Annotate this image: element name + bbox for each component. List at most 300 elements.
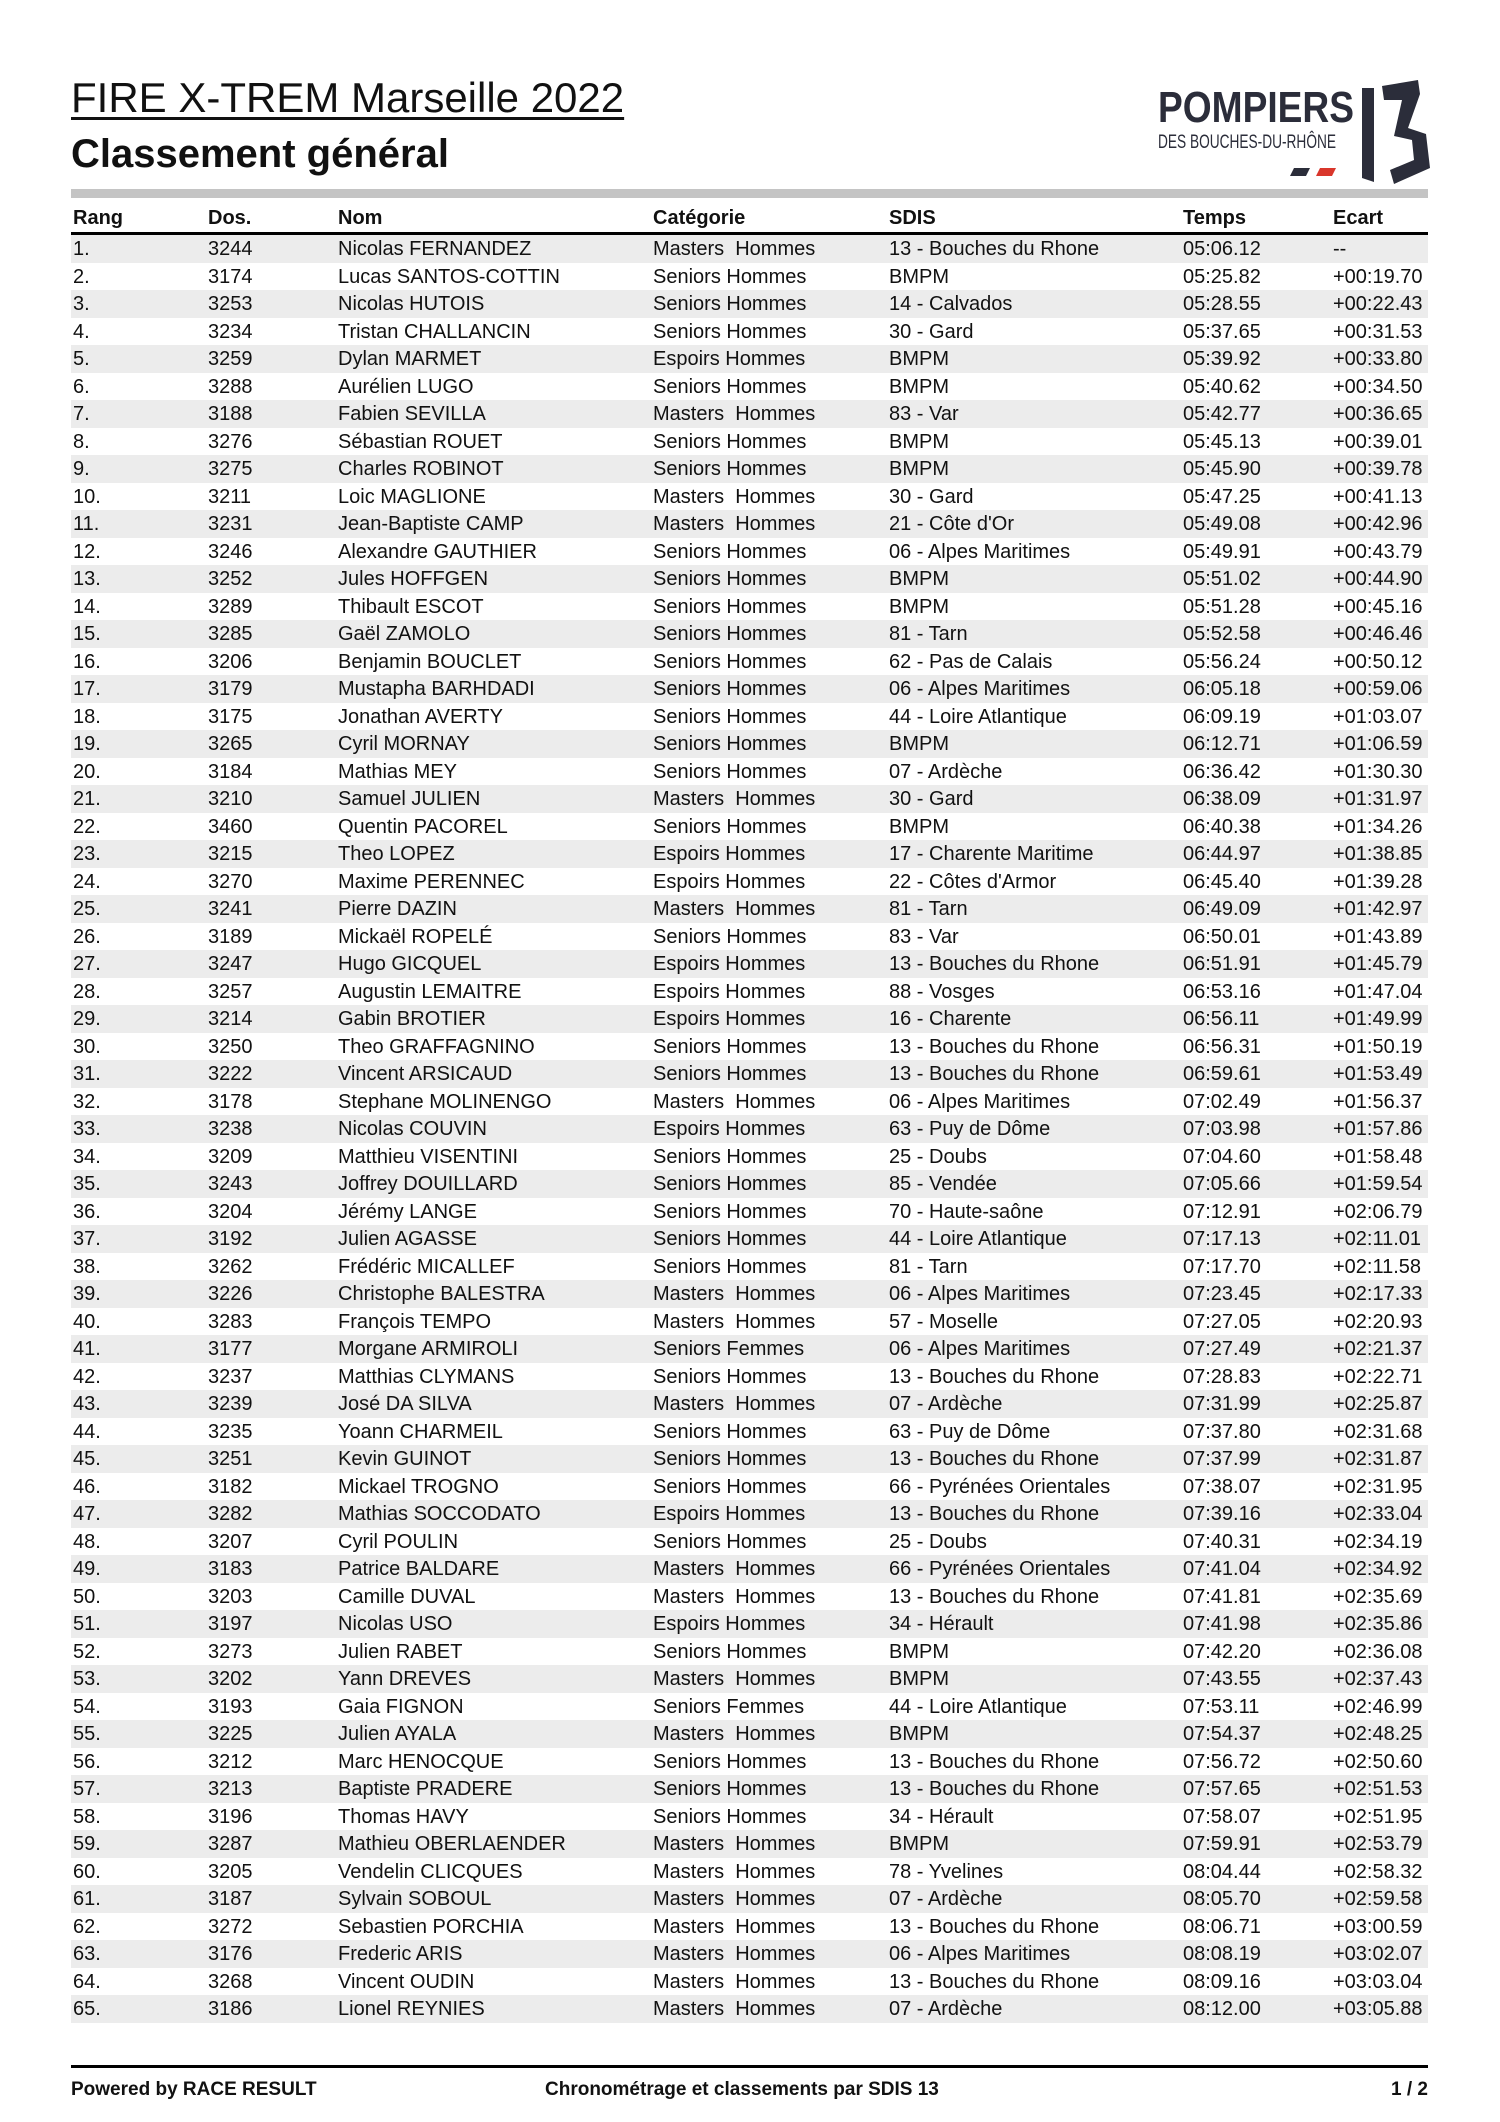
cell-gap: +00:44.90 [1333, 568, 1423, 590]
cell-name: Quentin PACOREL [338, 815, 508, 838]
cell-category: Seniors Hommes [653, 1640, 807, 1663]
page-number: 1 / 2 [1391, 2079, 1428, 2100]
table-row[interactable] [71, 675, 1428, 703]
cell-gap: +00:39.01 [1333, 430, 1423, 453]
cell-name: Theo LOPEZ [338, 843, 455, 865]
cell-sdis: 06 - Alpes Maritimes [889, 1283, 1071, 1305]
cell-time: 07:40.31 [1183, 1530, 1261, 1553]
cell-bib: 3203 [208, 1585, 253, 1608]
cell-bib: 3251 [208, 1448, 253, 1470]
cell-rank: 52. [73, 1640, 101, 1663]
cell-category: Masters Hommes [653, 1915, 816, 1938]
table-row[interactable] [71, 1225, 1428, 1253]
cell-rank: 23. [73, 843, 101, 865]
cell-name: Frédéric MICALLEF [338, 1255, 515, 1278]
cell-time: 07:27.49 [1183, 1338, 1261, 1360]
table-row[interactable] [71, 785, 1428, 813]
cell-sdis: 13 - Bouches du Rhone [889, 1503, 1100, 1525]
table-row[interactable] [71, 1170, 1428, 1198]
cell-sdis: 22 - Côtes d'Armor [889, 870, 1057, 893]
cell-category: Seniors Hommes [653, 375, 807, 398]
cell-bib: 3186 [208, 1998, 253, 2020]
table-row[interactable] [71, 1253, 1428, 1281]
table-row[interactable] [71, 813, 1428, 841]
cell-rank: 21. [73, 788, 101, 810]
cell-gap: +00:31.53 [1333, 320, 1423, 343]
cell-gap: +02:58.32 [1333, 1860, 1423, 1883]
table-row[interactable] [71, 923, 1428, 951]
cell-rank: 64. [73, 1970, 101, 1993]
cell-rank: 30. [73, 1035, 101, 1058]
cell-bib: 3215 [208, 843, 253, 865]
table-row[interactable] [71, 1308, 1428, 1336]
cell-rank: 41. [73, 1338, 101, 1360]
table-row[interactable] [71, 1583, 1428, 1611]
logo-icon [1150, 78, 1440, 188]
table-row[interactable] [71, 1693, 1428, 1721]
cell-sdis: 13 - Bouches du Rhone [889, 953, 1100, 975]
cell-bib: 3205 [208, 1860, 253, 1883]
cell-gap: +00:34.50 [1333, 375, 1423, 398]
cell-name: François TEMPO [338, 1310, 491, 1333]
cell-rank: 38. [73, 1255, 101, 1278]
column-header-ecart[interactable]: Ecart [1333, 207, 1384, 229]
svg-text:DES BOUCHES-DU-RHÔNE: DES BOUCHES-DU-RHÔNE [1158, 132, 1406, 153]
cell-time: 07:05.66 [1183, 1173, 1261, 1195]
table-row[interactable] [71, 868, 1428, 896]
cell-gap: +01:30.30 [1333, 760, 1423, 783]
cell-gap: +02:51.95 [1333, 1805, 1423, 1828]
cell-bib: 3237 [208, 1365, 253, 1388]
cell-gap: +02:21.37 [1333, 1338, 1423, 1360]
cell-bib: 3235 [208, 1420, 253, 1443]
cell-category: Masters Hommes [653, 238, 816, 260]
cell-sdis: 25 - Doubs [889, 1145, 987, 1168]
cell-category: Seniors Hommes [653, 1255, 807, 1278]
cell-category: Espoirs Hommes [653, 348, 806, 370]
table-row[interactable] [71, 1005, 1428, 1033]
cell-category: Seniors Hommes [653, 1778, 807, 1800]
table-row[interactable] [71, 703, 1428, 731]
table-row[interactable] [71, 1665, 1428, 1693]
cell-rank: 4. [73, 320, 90, 343]
cell-gap: +02:34.92 [1333, 1558, 1423, 1580]
cell-bib: 3272 [208, 1915, 253, 1938]
cell-bib: 3270 [208, 870, 253, 893]
cell-gap: +00:41.13 [1333, 485, 1423, 508]
cell-category: Masters Hommes [653, 1668, 816, 1690]
cell-gap: +01:59.54 [1333, 1173, 1423, 1195]
cell-sdis: 16 - Charente [889, 1008, 1012, 1030]
cell-sdis: BMPM [889, 348, 949, 370]
cell-time: 06:36.42 [1183, 760, 1261, 783]
table-row[interactable] [71, 263, 1428, 291]
table-row[interactable] [71, 428, 1428, 456]
cell-category: Masters Hommes [653, 1310, 816, 1333]
cell-sdis: BMPM [889, 458, 949, 480]
cell-time: 05:45.90 [1183, 458, 1261, 480]
cell-sdis: 13 - Bouches du Rhone [889, 1035, 1100, 1058]
cell-gap: +02:59.58 [1333, 1888, 1423, 1910]
cell-gap: +01:53.49 [1333, 1063, 1423, 1085]
table-row[interactable] [71, 1803, 1428, 1831]
cell-name: Mickael TROGNO [338, 1475, 499, 1498]
cell-category: Seniors Femmes [653, 1338, 805, 1360]
cell-name: Morgane ARMIROLI [338, 1338, 519, 1360]
cell-time: 05:25.82 [1183, 265, 1261, 288]
cell-category: Masters Hommes [653, 1558, 816, 1580]
cell-time: 06:49.09 [1183, 898, 1261, 920]
table-row[interactable] [71, 510, 1428, 538]
cell-sdis: 13 - Bouches du Rhone [889, 1778, 1100, 1800]
cell-name: Julien AYALA [338, 1723, 457, 1745]
cell-name: Maxime PERENNEC [338, 870, 525, 893]
cell-sdis: 63 - Puy de Dôme [889, 1118, 1051, 1140]
cell-category: Masters Hommes [653, 513, 816, 535]
cell-rank: 48. [73, 1530, 101, 1553]
cell-rank: 27. [73, 953, 101, 975]
cell-bib: 3283 [208, 1310, 253, 1333]
cell-time: 05:42.77 [1183, 403, 1261, 425]
cell-time: 07:41.98 [1183, 1613, 1261, 1635]
cell-time: 05:40.62 [1183, 375, 1261, 398]
cell-sdis: 13 - Bouches du Rhone [889, 1448, 1100, 1470]
footer-powered-by: Powered by RACE RESULT [71, 2079, 317, 2100]
table-row[interactable] [71, 1280, 1428, 1308]
cell-category: Masters Hommes [653, 788, 816, 810]
cell-name: Yoann CHARMEIL [338, 1420, 503, 1443]
cell-name: Mustapha BARHDADI [338, 678, 535, 700]
table-row[interactable] [71, 1995, 1428, 2023]
cell-name: Nicolas COUVIN [338, 1118, 487, 1140]
cell-name: Aurélien LUGO [338, 375, 474, 398]
column-header-rang[interactable]: Rang [73, 207, 123, 229]
table-row[interactable] [71, 648, 1428, 676]
cell-time: 07:41.04 [1183, 1558, 1261, 1580]
column-header-dos[interactable]: Dos. [208, 207, 252, 229]
cell-sdis: BMPM [889, 430, 949, 453]
cell-rank: 55. [73, 1723, 101, 1745]
cell-rank: 3. [73, 293, 90, 315]
cell-sdis: 06 - Alpes Maritimes [889, 540, 1071, 563]
cell-name: Vincent ARSICAUD [338, 1063, 513, 1085]
cell-gap: +02:11.58 [1333, 1255, 1422, 1278]
column-header-nom[interactable]: Nom [338, 207, 383, 229]
table-row[interactable] [71, 1335, 1428, 1363]
cell-time: 08:06.71 [1183, 1915, 1261, 1938]
event-title: FIRE X-TREM Marseille 2022 [71, 74, 625, 121]
cell-gap: +01:56.37 [1333, 1090, 1423, 1113]
cell-name: Alexandre GAUTHIER [338, 540, 537, 563]
cell-sdis: 66 - Pyrénées Orientales [889, 1475, 1111, 1498]
cell-gap: +00:43.79 [1333, 540, 1423, 563]
cell-time: 06:12.71 [1183, 733, 1261, 755]
table-row[interactable] [71, 1115, 1428, 1143]
cell-time: 05:47.25 [1183, 485, 1261, 508]
cell-category: Seniors Hommes [653, 623, 807, 645]
cell-sdis: BMPM [889, 1723, 949, 1745]
cell-gap: +02:33.04 [1333, 1503, 1423, 1525]
cell-time: 05:37.65 [1183, 320, 1261, 343]
cell-category: Seniors Hommes [653, 678, 807, 700]
cell-rank: 1. [73, 238, 90, 260]
cell-gap: +02:35.69 [1333, 1585, 1423, 1608]
cell-sdis: 13 - Bouches du Rhone [889, 1750, 1100, 1773]
cell-name: Nicolas USO [338, 1613, 453, 1635]
column-header-temps[interactable]: Temps [1183, 207, 1246, 229]
cell-name: Julien AGASSE [338, 1228, 477, 1250]
cell-category: Masters Hommes [653, 485, 816, 508]
table-row[interactable] [71, 1060, 1428, 1088]
table-row[interactable] [71, 455, 1428, 483]
cell-time: 06:40.38 [1183, 815, 1261, 838]
cell-sdis: 13 - Bouches du Rhone [889, 1915, 1100, 1938]
cell-bib: 3182 [208, 1475, 253, 1498]
cell-rank: 63. [73, 1943, 101, 1965]
cell-name: Stephane MOLINENGO [338, 1090, 552, 1113]
cell-name: Benjamin BOUCLET [338, 650, 522, 673]
cell-sdis: 13 - Bouches du Rhone [889, 1970, 1100, 1993]
cell-name: Christophe BALESTRA [338, 1283, 545, 1305]
table-row[interactable] [71, 538, 1428, 566]
cell-bib: 3231 [208, 513, 253, 535]
cell-name: Hugo GICQUEL [338, 953, 482, 975]
cell-name: Sébastian ROUET [338, 430, 503, 453]
cell-gap: +02:48.25 [1333, 1723, 1423, 1745]
table-row[interactable] [71, 1528, 1428, 1556]
cell-sdis: 07 - Ardèche [889, 1998, 1003, 2020]
cell-time: 07:12.91 [1183, 1200, 1261, 1223]
cell-name: Thibault ESCOT [338, 595, 484, 618]
cell-sdis: BMPM [889, 568, 949, 590]
cell-name: Frederic ARIS [338, 1943, 463, 1965]
table-row[interactable] [71, 1885, 1428, 1913]
table-row[interactable] [71, 1033, 1428, 1061]
table-row[interactable] [71, 1445, 1428, 1473]
cell-bib: 3179 [208, 678, 253, 700]
table-row[interactable] [71, 1638, 1428, 1666]
cell-name: Augustin LEMAITRE [338, 980, 522, 1003]
cell-bib: 3244 [208, 238, 253, 260]
cell-category: Seniors Hommes [653, 568, 807, 590]
cell-category: Masters Hommes [653, 1970, 816, 1993]
table-row[interactable] [71, 345, 1428, 373]
table-row[interactable] [71, 1968, 1428, 1996]
cell-gap: -- [1333, 238, 1347, 260]
cell-time: 07:39.16 [1183, 1503, 1261, 1525]
table-row[interactable] [71, 318, 1428, 346]
cell-bib: 3241 [208, 898, 253, 920]
cell-name: Fabien SEVILLA [338, 403, 486, 425]
table-row[interactable] [71, 1418, 1428, 1446]
cell-gap: +03:02.07 [1333, 1943, 1423, 1965]
cell-gap: +02:31.68 [1333, 1420, 1423, 1443]
table-row[interactable] [71, 1720, 1428, 1748]
table-row[interactable] [71, 400, 1428, 428]
cell-time: 07:43.55 [1183, 1668, 1261, 1690]
cell-category: Seniors Hommes [653, 1420, 807, 1443]
cell-sdis: 78 - Yvelines [889, 1860, 1004, 1883]
cell-time: 05:28.55 [1183, 293, 1261, 315]
table-row[interactable] [71, 593, 1428, 621]
cell-rank: 14. [73, 595, 101, 618]
table-row[interactable] [71, 978, 1428, 1006]
table-row[interactable] [71, 1830, 1428, 1858]
cell-sdis: 44 - Loire Atlantique [889, 1228, 1067, 1250]
cell-name: Lionel REYNIES [338, 1998, 485, 2020]
cell-rank: 11. [73, 513, 100, 535]
table-row[interactable] [71, 235, 1428, 263]
table-row[interactable] [71, 1363, 1428, 1391]
cell-bib: 3285 [208, 623, 253, 645]
cell-gap: +01:58.48 [1333, 1145, 1423, 1168]
cell-time: 07:04.60 [1183, 1145, 1261, 1168]
cell-gap: +02:53.79 [1333, 1833, 1423, 1855]
page-title: Classement général [71, 132, 449, 176]
cell-sdis: 62 - Pas de Calais [889, 650, 1053, 673]
cell-category: Espoirs Hommes [653, 980, 806, 1003]
cell-name: Jérémy LANGE [338, 1200, 477, 1223]
cell-bib: 3210 [208, 788, 253, 810]
table-row[interactable] [71, 1390, 1428, 1418]
cell-bib: 3183 [208, 1558, 253, 1580]
cell-time: 07:03.98 [1183, 1118, 1261, 1140]
table-row[interactable] [71, 1088, 1428, 1116]
cell-name: Sylvain SOBOUL [338, 1888, 492, 1910]
cell-category: Espoirs Hommes [653, 843, 806, 865]
cell-name: Charles ROBINOT [338, 458, 504, 480]
cell-gap: +01:34.26 [1333, 815, 1423, 838]
cell-bib: 3209 [208, 1145, 253, 1168]
cell-bib: 3262 [208, 1255, 253, 1278]
cell-category: Masters Hommes [653, 403, 816, 425]
table-row[interactable] [71, 758, 1428, 786]
cell-rank: 6. [73, 375, 90, 398]
table-row[interactable] [71, 1500, 1428, 1528]
cell-bib: 3282 [208, 1503, 253, 1525]
cell-rank: 62. [73, 1915, 101, 1938]
table-row[interactable] [71, 290, 1428, 318]
cell-gap: +02:22.71 [1333, 1365, 1423, 1388]
table-row[interactable] [71, 840, 1428, 868]
cell-gap: +00:39.78 [1333, 458, 1423, 480]
cell-bib: 3213 [208, 1778, 253, 1800]
cell-name: Gaël ZAMOLO [338, 623, 471, 645]
cell-name: Matthias CLYMANS [338, 1365, 515, 1388]
cell-sdis: 06 - Alpes Maritimes [889, 1338, 1071, 1360]
table-row[interactable] [71, 1775, 1428, 1803]
cell-time: 05:06.12 [1183, 238, 1261, 260]
cell-sdis: 34 - Hérault [889, 1613, 994, 1635]
table-row[interactable] [71, 1473, 1428, 1501]
column-header-categorie[interactable]: Catégorie [653, 207, 746, 229]
cell-category: Masters Hommes [653, 1393, 816, 1415]
cell-category: Masters Hommes [653, 1888, 816, 1910]
cell-bib: 3259 [208, 348, 253, 370]
table-row[interactable] [71, 373, 1428, 401]
table-row[interactable] [71, 895, 1428, 923]
table-row[interactable] [71, 1748, 1428, 1776]
table-row[interactable] [71, 950, 1428, 978]
table-row[interactable] [71, 620, 1428, 648]
cell-time: 05:56.24 [1183, 650, 1261, 673]
cell-gap: +02:46.99 [1333, 1695, 1423, 1718]
cell-rank: 46. [73, 1475, 101, 1498]
cell-rank: 43. [73, 1393, 101, 1415]
cell-time: 08:08.19 [1183, 1943, 1261, 1965]
table-row[interactable] [71, 1913, 1428, 1941]
table-row[interactable] [71, 565, 1428, 593]
cell-category: Seniors Hommes [653, 1200, 807, 1223]
cell-name: Camille DUVAL [338, 1585, 476, 1608]
cell-category: Seniors Hommes [653, 1063, 807, 1085]
table-row[interactable] [71, 730, 1428, 758]
cell-rank: 56. [73, 1750, 101, 1773]
cell-rank: 35. [73, 1173, 101, 1195]
cell-name: Jules HOFFGEN [338, 568, 489, 590]
cell-time: 06:51.91 [1183, 953, 1261, 975]
cell-time: 07:38.07 [1183, 1475, 1261, 1498]
cell-sdis: 07 - Ardèche [889, 1888, 1003, 1910]
cell-sdis: 06 - Alpes Maritimes [889, 1943, 1071, 1965]
cell-bib: 3234 [208, 320, 253, 343]
cell-time: 05:49.91 [1183, 540, 1261, 563]
cell-sdis: 13 - Bouches du Rhone [889, 1063, 1100, 1085]
cell-gap: +00:50.12 [1333, 650, 1423, 673]
cell-gap: +01:45.79 [1333, 953, 1423, 975]
results-table-body [71, 235, 1428, 2023]
cell-bib: 3288 [208, 375, 253, 398]
table-row[interactable] [71, 483, 1428, 511]
cell-bib: 3226 [208, 1283, 253, 1305]
cell-category: Seniors Hommes [653, 1448, 807, 1470]
cell-category: Seniors Hommes [653, 1145, 807, 1168]
cell-bib: 3243 [208, 1173, 253, 1195]
table-row[interactable] [71, 1858, 1428, 1886]
cell-name: Patrice BALDARE [338, 1558, 500, 1580]
cell-category: Seniors Hommes [653, 265, 807, 288]
cell-time: 07:41.81 [1183, 1585, 1261, 1608]
cell-time: 07:37.99 [1183, 1448, 1261, 1470]
cell-time: 07:23.45 [1183, 1283, 1261, 1305]
cell-time: 05:45.13 [1183, 430, 1261, 453]
cell-gap: +03:03.04 [1333, 1970, 1423, 1993]
column-header-sdis[interactable]: SDIS [889, 207, 936, 229]
cell-bib: 3222 [208, 1063, 253, 1085]
cell-bib: 3275 [208, 458, 253, 480]
table-row[interactable] [71, 1198, 1428, 1226]
table-row[interactable] [71, 1143, 1428, 1171]
table-row[interactable] [71, 1555, 1428, 1583]
cell-sdis: 85 - Vendée [889, 1173, 997, 1195]
cell-rank: 19. [73, 733, 101, 755]
cell-sdis: BMPM [889, 1833, 949, 1855]
cell-rank: 59. [73, 1833, 101, 1855]
table-row[interactable] [71, 1610, 1428, 1638]
cell-bib: 3193 [208, 1695, 253, 1718]
cell-time: 07:54.37 [1183, 1723, 1261, 1745]
cell-gap: +00:36.65 [1333, 403, 1423, 425]
cell-time: 05:51.28 [1183, 595, 1261, 618]
cell-gap: +00:33.80 [1333, 348, 1423, 370]
cell-rank: 60. [73, 1860, 101, 1883]
cell-name: Marc HENOCQUE [338, 1750, 504, 1773]
cell-gap: +00:19.70 [1333, 265, 1423, 288]
cell-category: Seniors Hommes [653, 1228, 807, 1250]
table-row[interactable] [71, 1940, 1428, 1968]
cell-sdis: 81 - Tarn [889, 898, 968, 920]
cell-category: Masters Hommes [653, 1860, 816, 1883]
